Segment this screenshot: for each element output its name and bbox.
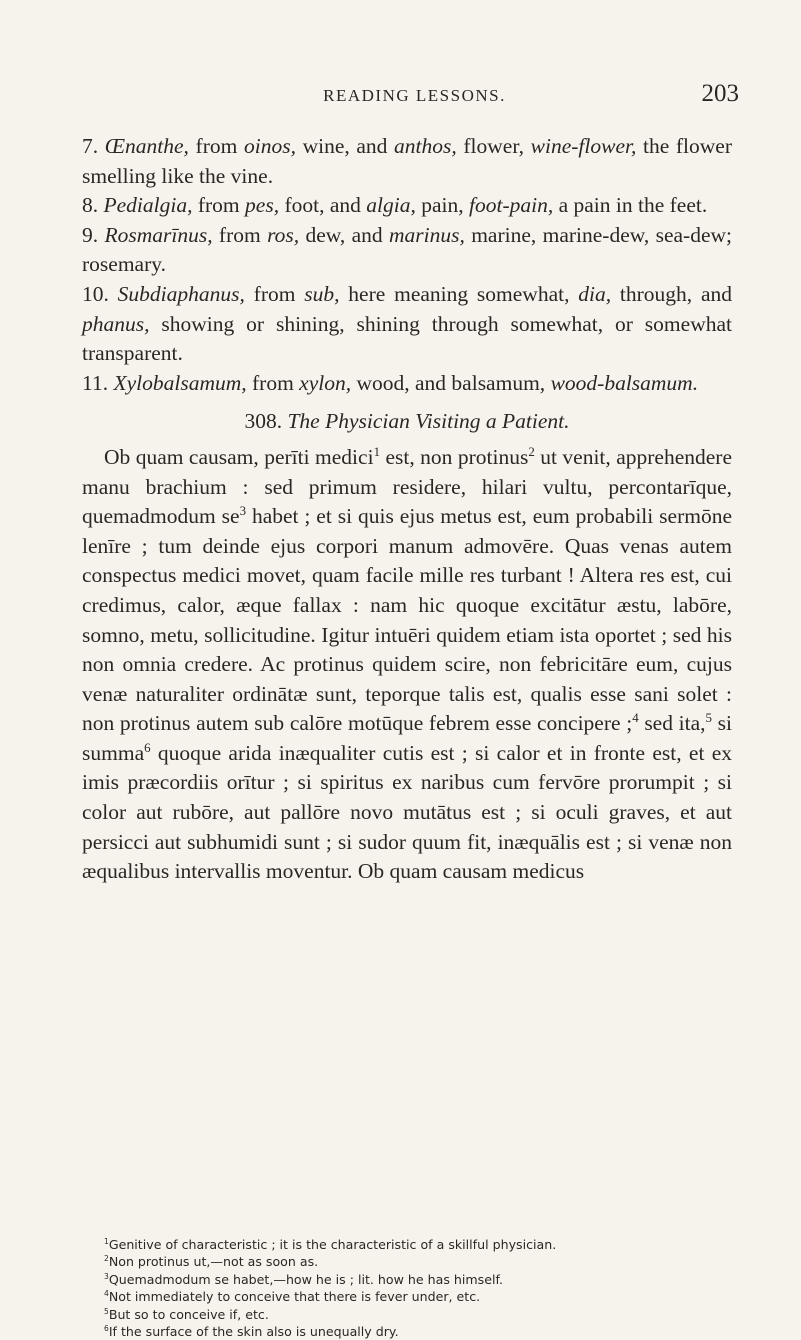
italic-term: anthos, bbox=[394, 134, 457, 158]
etymology-entry bbox=[82, 132, 732, 191]
italic-term: dia, bbox=[578, 281, 612, 306]
italic-term: foot-pain, bbox=[469, 193, 554, 218]
page-number: 203 bbox=[701, 80, 739, 107]
page-body bbox=[82, 132, 732, 887]
italic-term: xylon, bbox=[299, 370, 352, 395]
italic-term: Œnanthe, bbox=[104, 134, 189, 158]
footnote bbox=[82, 1306, 732, 1323]
text-run: from bbox=[244, 281, 305, 306]
footnote-marker: 3 bbox=[239, 503, 247, 518]
italic-term: wood-balsamum. bbox=[550, 370, 699, 395]
text-run: sed ita, bbox=[638, 711, 706, 736]
italic-term: phanus, bbox=[82, 311, 150, 336]
text-run: wood, and balsamum, bbox=[351, 370, 551, 395]
italic-term: marinus, bbox=[389, 222, 465, 247]
footnote bbox=[82, 1253, 732, 1270]
footnote-marker: 6 bbox=[144, 740, 151, 755]
etymology-entry bbox=[82, 280, 732, 369]
footnote-number: 4 bbox=[104, 1289, 109, 1299]
text-run: dew, and bbox=[299, 222, 389, 247]
footnote-text: Genitive of characteristic ; it is the characteristic of a skillful physician. bbox=[108, 1237, 557, 1252]
text-run: from bbox=[246, 370, 300, 395]
text-run: foot, and bbox=[279, 193, 367, 218]
footnote-number: 6 bbox=[104, 1323, 109, 1333]
footnote-text: If the surface of the skin also is unequally dry. bbox=[108, 1324, 399, 1340]
footnote-marker: 1 bbox=[373, 444, 381, 459]
footnote-text: Quemadmodum se habet,—how he is ; lit. how he has himself. bbox=[108, 1271, 503, 1287]
footnote-number: 2 bbox=[104, 1254, 109, 1264]
section-heading bbox=[82, 407, 732, 437]
text-run: si summa bbox=[82, 711, 733, 765]
running-title: READING LESSONS. bbox=[323, 86, 506, 105]
section-number: 308. bbox=[244, 409, 283, 434]
footnote-marker: 5 bbox=[705, 711, 712, 726]
text-run: 7. bbox=[82, 134, 105, 158]
text-run: marine, marine-dew, sea-dew; rosemary. bbox=[82, 222, 733, 277]
italic-term: Pedialgia, bbox=[103, 193, 193, 218]
italic-term: ros, bbox=[267, 222, 300, 247]
etymology-entry bbox=[82, 221, 732, 280]
footnote-number: 3 bbox=[104, 1271, 109, 1281]
footnote-text: Not immediately to conceive that there is fever under, etc. bbox=[108, 1289, 481, 1305]
text-run: habet ; et si quis ejus metus est, eum probabili sermōne lenīre ; tum deinde ejus corpori manum admovēre. Quas venas autem conspectus medici movet, quam facile mille res turbant ! Altera res est, cui credimus, calor, æque fallax : nam hic quoque excitātur æstu, labōre, somno, metu, sollicitudine. Igitur intuēri quidem etiam ista oportet ; sed his non omnia credere. Ac protinus quidem scire, non febricitāre eum, cujus venæ naturaliter ordinātæ sunt, teporque talis est, qualis esse sani solet : non protinus autem sub calōre motūque febrem esse concipere ; bbox=[82, 504, 732, 736]
footnote-text: Non protinus ut,—not as soon as. bbox=[108, 1254, 319, 1270]
text-run: showing or shining, shining through somewhat, or somewhat transparent. bbox=[82, 311, 732, 366]
text-run: quoque arida inæqualiter cutis est ; si calor et in fronte est, et ex imis præcordiis orītur ; si spiritus ex naribus cum fervōre prorumpit ; si color aut rubōre, aut pallōre novo mutātus est ; si oculi graves, et aut persicci aut subhumidi sunt ; si sudor quum fit, inæquālis est ; si venæ non æqualibus intervallis moventur. Ob quam causam medicus bbox=[82, 740, 732, 884]
footnote bbox=[82, 1288, 732, 1305]
text-run: flower, bbox=[456, 134, 531, 158]
footnote-number: 5 bbox=[104, 1306, 109, 1316]
italic-term: wine-flower, bbox=[530, 134, 637, 158]
footnote-text: But so to conceive if, etc. bbox=[108, 1306, 269, 1322]
italic-term: oinos, bbox=[243, 134, 296, 158]
etymology-entry bbox=[82, 191, 732, 221]
footnotes bbox=[82, 1236, 732, 1340]
text-run: 9. bbox=[82, 222, 105, 247]
footnote-number: 1 bbox=[104, 1236, 109, 1246]
etymology-entry bbox=[82, 369, 732, 399]
footnote bbox=[82, 1236, 732, 1253]
text-run: est, non protinus bbox=[380, 444, 529, 469]
text-run: the flower smelling like the vine. bbox=[82, 134, 732, 188]
footnote-marker: 2 bbox=[528, 444, 535, 459]
footnote-marker: 4 bbox=[632, 711, 639, 726]
text-run: Ob quam causam, perīti medici bbox=[104, 444, 374, 469]
text-run: ut venit, apprehendere manu brachium : sed primum residere, hilari vultu, percontarīque, quemadmodum se bbox=[82, 444, 733, 529]
text-run: 8. bbox=[82, 193, 104, 218]
italic-term: pes, bbox=[245, 193, 280, 218]
etymology-entries bbox=[82, 132, 732, 398]
text-run: through, and bbox=[611, 281, 733, 306]
text-run: a pain in the feet. bbox=[553, 193, 708, 218]
text-run: 11. bbox=[82, 370, 114, 395]
italic-term: Xylobalsamum, bbox=[113, 370, 247, 395]
italic-term: sub, bbox=[304, 281, 340, 306]
italic-term: Subdiaphanus, bbox=[117, 281, 245, 306]
text-run: wine, and bbox=[295, 134, 395, 158]
text-run: from bbox=[192, 193, 246, 218]
running-head bbox=[90, 80, 739, 110]
footnote bbox=[82, 1271, 732, 1288]
text-run: from bbox=[188, 134, 244, 158]
italic-term: Rosmarīnus, bbox=[104, 222, 213, 247]
text-run: from bbox=[212, 222, 268, 247]
footnote bbox=[82, 1323, 732, 1340]
italic-term: algia, bbox=[366, 193, 416, 218]
text-run: pain, bbox=[415, 193, 469, 218]
section-title: The Physician Visiting a Patient. bbox=[287, 409, 570, 434]
text-run: here meaning somewhat, bbox=[339, 281, 579, 306]
latin-paragraph bbox=[82, 443, 732, 887]
text-run: 10. bbox=[82, 281, 118, 306]
